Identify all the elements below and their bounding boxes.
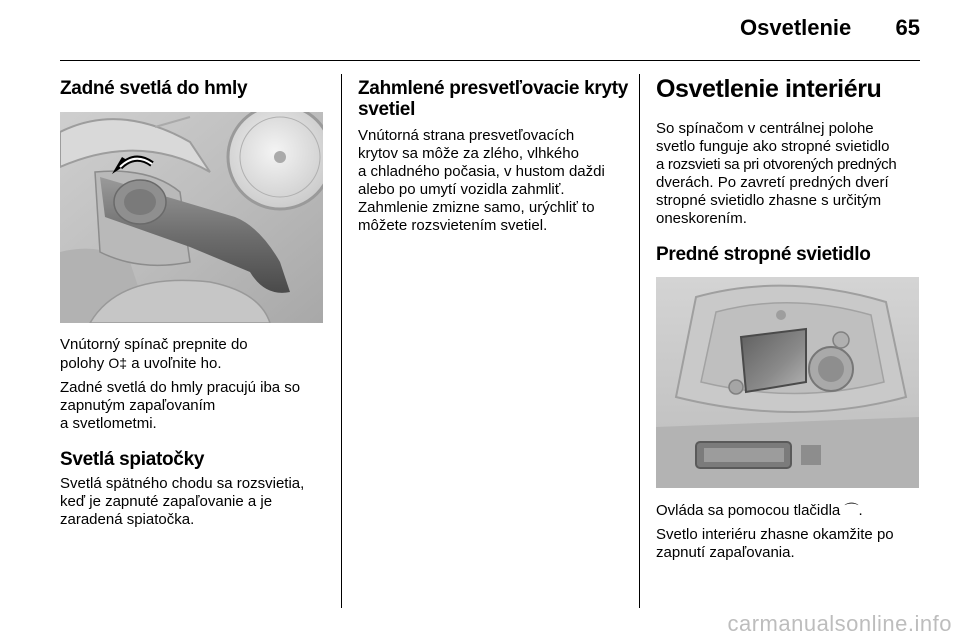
paragraph-line: So spínačom v centrálnej polohe bbox=[656, 120, 874, 137]
paragraph-line: zapnutým zapaľovaním bbox=[60, 397, 216, 414]
heading-line: svetiel bbox=[358, 99, 416, 120]
interior-light-icon: ⌒ bbox=[844, 502, 859, 518]
paragraph-line: a chladného počasia, v hustom daždi bbox=[358, 163, 605, 180]
paragraph-line: alebo po umytí vozidla zahmliť. bbox=[358, 181, 565, 198]
paragraph-line: Zadné svetlá do hmly pracujú iba so bbox=[60, 379, 301, 396]
column-2 bbox=[358, 74, 633, 235]
paragraph-line: Zahmlenie zmizne samo, urýchliť to bbox=[358, 199, 595, 216]
column-3 bbox=[656, 74, 924, 562]
paragraph-text: Ovláda sa pomocou tlačidla bbox=[656, 502, 845, 519]
paragraph-line: Svetlá spätného chodu sa rozsvietia, bbox=[60, 475, 305, 492]
heading-line: Zahmlené presvetľovacie kryty bbox=[358, 78, 629, 99]
paragraph-line: stropné svietidlo zhasne s určitým bbox=[656, 192, 882, 209]
paragraph-line: zapnutí zapaľovania. bbox=[656, 544, 795, 561]
paragraph-line bbox=[656, 501, 924, 520]
section-heading-interior-lighting: Osvetlenie interiéru bbox=[656, 75, 882, 103]
paragraph-text: polohy bbox=[60, 355, 109, 372]
rear-fog-light-icon: O‡ bbox=[108, 355, 128, 371]
paragraph-line: krytov sa môže za zlého, vlhkého bbox=[358, 145, 579, 162]
paragraph-line: môžete rozsvietením svetiel. bbox=[358, 217, 548, 234]
paragraph-line: dverách. Po zavretí predných dverí bbox=[656, 174, 889, 191]
paragraph-line: Svetlo interiéru zhasne okamžite po bbox=[656, 526, 894, 543]
header-divider bbox=[60, 60, 920, 61]
fog-light-switch-illustration bbox=[60, 112, 323, 323]
section-heading-rear-fog-lights: Zadné svetlá do hmly bbox=[60, 78, 248, 99]
paragraph-line bbox=[60, 354, 330, 373]
section-heading-reverse-lights: Svetlá spiatočky bbox=[60, 449, 205, 470]
page-title: Osvetlenie bbox=[740, 15, 852, 40]
paragraph-line: svetlo funguje ako stropné svietidlo bbox=[656, 138, 890, 155]
column-divider-2 bbox=[639, 74, 640, 608]
paragraph-line: Vnútorný spínač prepnite do bbox=[60, 336, 248, 353]
section-heading-fogged-covers bbox=[358, 78, 633, 120]
paragraph-line: oneskorením. bbox=[656, 210, 747, 227]
section-heading-front-courtesy-light: Predné stropné svietidlo bbox=[656, 244, 871, 265]
paragraph-line: keď je zapnuté zapaľovanie a je bbox=[60, 493, 273, 510]
paragraph-text: . bbox=[858, 502, 863, 519]
page-number: 65 bbox=[895, 15, 920, 40]
column-1 bbox=[60, 74, 330, 529]
paragraph-line: zaradená spiatočka. bbox=[60, 511, 195, 528]
watermark: carmanualsonline.info bbox=[727, 611, 952, 636]
paragraph-text: a uvoľnite ho. bbox=[127, 355, 222, 372]
column-divider-1 bbox=[341, 74, 342, 608]
paragraph-line: Vnútorná strana presvetľovacích bbox=[358, 127, 575, 144]
paragraph-line: a rozsvieti sa pri otvorených predných bbox=[656, 156, 897, 173]
courtesy-light-illustration bbox=[656, 277, 919, 488]
paragraph-line: a svetlometmi. bbox=[60, 415, 157, 432]
